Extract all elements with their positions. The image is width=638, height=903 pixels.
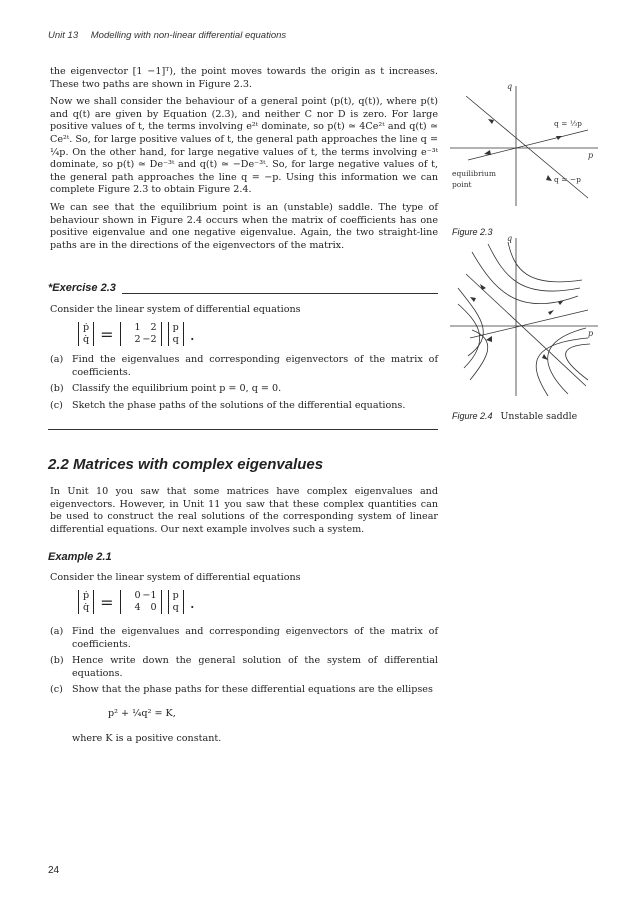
fig24-q-label: q (507, 234, 513, 243)
exercise-title: *Exercise 2.3 (48, 282, 116, 294)
equilibrium-label: equilibrium (452, 169, 496, 178)
arrow (488, 119, 494, 124)
section-heading: 2.2 Matrices with complex eigenvalues (48, 456, 324, 473)
phase-path (488, 244, 580, 291)
arrow (480, 284, 486, 290)
figure-2-4-caption: Figure 2.4 Unstable saddle (452, 411, 578, 422)
exercise-item: (c) Sketch the phase paths of the solutions of the differential equations. (50, 399, 406, 411)
example-matrix: 0 −1 4 0 (120, 590, 162, 614)
page-number: 24 (48, 865, 60, 876)
phase-path (508, 242, 582, 282)
example-rhs-vector: p q (168, 590, 184, 614)
example-item: (c) Show that the phase paths for these differential equations are the ellipses (50, 684, 433, 696)
exercise-matrix: 1 2 2 −2 (120, 322, 162, 346)
arrow (470, 297, 476, 302)
unit-title: Modelling with non-linear differential equations (90, 30, 287, 41)
exercise-lhs-vector: ṗ q̇ (78, 322, 94, 346)
example-intro: Consider the linear system of differential equations (50, 572, 301, 583)
ellipse-equation: p² + ¼q² = K, (108, 708, 176, 719)
intro-text (50, 66, 438, 257)
separatrix-unstable (470, 310, 588, 338)
fig23-p-label: p (588, 151, 594, 160)
figure-2-3 (448, 78, 600, 208)
exercise-item: (a) Find the eigenvalues and corresponding eigenvectors of the matrix of coefficients. (50, 354, 438, 378)
line-q-third-p (468, 130, 588, 160)
section-paragraph: In Unit 10 you saw that some matrices have complex eigenvalues and eigenvectors. However, in Unit 11 you saw that these complex quantities can be used to construct the real solutions of the corresponding system of linear differential equations. Our next example involves such a system. (50, 486, 438, 535)
arrow (542, 354, 548, 360)
example-item: (a) Find the eigenvalues and corresponding eigenvectors of the matrix of coefficients. (50, 626, 438, 650)
paragraph-1: the eigenvector [1 −1]ᵀ), the point moves towards the origin as t increases. These two paths are shown in Figure 2.3. (50, 66, 438, 90)
phase-path (548, 328, 586, 394)
exercise-items (50, 354, 438, 416)
example-equation: ṗ q̇ = 0 −1 4 0 p q . (78, 590, 195, 614)
figure-2-4 (448, 230, 600, 398)
fig23-q-label: q (507, 82, 513, 91)
exercise-rhs-vector: p q (168, 322, 184, 346)
phase-path (566, 344, 590, 380)
example-items (50, 626, 438, 701)
example-item: (b) Hence write down the general solution of the system of differential equations. (50, 655, 438, 679)
fig23-line2-label: q = −p (554, 175, 581, 184)
arrow (546, 175, 552, 181)
arrow (548, 310, 554, 315)
exercise-item: (b) Classify the equilibrium point p = 0, q = 0. (50, 383, 282, 395)
where-text: where K is a positive constant. (72, 733, 222, 744)
separatrix-stable (466, 274, 586, 386)
phase-path (472, 252, 578, 304)
exercise-top-rule (122, 293, 438, 294)
example-lhs-vector: ṗ q̇ (78, 590, 94, 614)
exercise-equation: ṗ q̇ = 1 2 2 −2 p q . (78, 322, 195, 346)
paragraph-2: Now we shall consider the behaviour of a general point (p(t), q(t)), where p(t) and q(t) are given by Equation (2.3), and neither C nor D is zero. For large positive values of t, the terms involving e²ᵗ dominate, so p(t) ≃ 4Ce²ᵗ and q(t) ≃ Ce²ᵗ. So, for large positive values of t, the general path approaches the line q = ¼p. On the other hand, for large negative values of t, the terms involving e⁻³ᵗ dominate, so p(t) ≃ De⁻³ᵗ and q(t) ≃ −De⁻³ᵗ. So, for large negative values of t, the general path approaches the line q = −p. Using this information we can complete Figure 2.3 to obtain Figure 2.4. (50, 96, 438, 196)
unit-label: Unit 13 (48, 30, 79, 41)
fig23-line1-label: q = ⅓p (554, 119, 582, 128)
running-header (48, 30, 296, 41)
exercise-intro: Consider the linear system of differential equations (50, 304, 301, 315)
fig24-p-label: p (588, 329, 594, 338)
figure-2-3-caption: Figure 2.3 (452, 227, 493, 237)
arrow (486, 336, 492, 342)
exercise-bottom-rule (48, 429, 438, 430)
point-label: point (452, 180, 472, 189)
arrow (484, 150, 491, 155)
phase-path (458, 288, 483, 356)
paragraph-3: We can see that the equilibrium point is an (unstable) saddle. The type of behaviour shown in Figure 2.4 occurs when the matrix of coefficients has one positive eigenvalue and one negative eigenvalue. Again, the two straight-line paths are in the directions of the eigenvectors of the matrix. (50, 201, 438, 251)
example-title: Example 2.1 (48, 551, 112, 563)
